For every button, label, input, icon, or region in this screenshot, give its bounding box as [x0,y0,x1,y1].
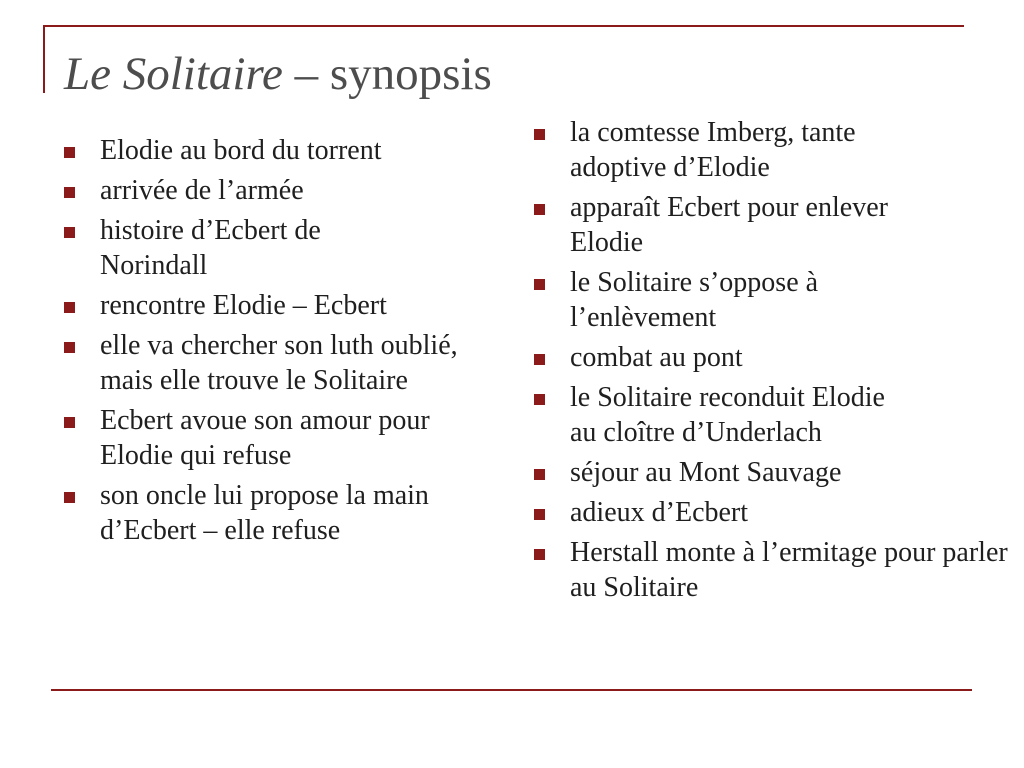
list-item-text: combat au pont [570,342,743,373]
square-bullet-icon [534,509,545,520]
slide-title-italic: Le Solitaire [64,48,283,100]
square-bullet-icon [534,129,545,140]
list-item [64,288,484,323]
slide-frame-top-rule [43,25,964,27]
list-item [64,173,484,208]
list-item-text: adieux d’Ecbert [570,497,749,528]
square-bullet-icon [534,549,545,560]
list-item [534,495,994,530]
list-item-text: le Solitaire s’oppose à l’enlèvement [570,267,819,333]
list-item-text: apparaît Ecbert pour enlever Elodie [570,192,888,258]
list-item-text: rencontre Elodie – Ecbert [100,290,387,321]
synopsis-left-column [64,133,484,553]
slide-frame-left-rule [43,25,45,93]
list-item [534,340,994,375]
list-item-text: séjour au Mont Sauvage [570,457,842,488]
list-item-text: Ecbert avoue son amour pour Elodie qui refuse [100,405,430,471]
square-bullet-icon [534,279,545,290]
square-bullet-icon [64,147,75,158]
list-item [534,455,994,490]
list-item [64,403,500,473]
slide-title-rest: – synopsis [282,48,492,100]
list-item-text: son oncle lui propose la main d’Ecbert – elle refuse [100,480,429,546]
square-bullet-icon [64,417,75,428]
slide-frame-bottom-rule [51,689,972,691]
square-bullet-icon [64,492,75,503]
list-item [64,133,484,168]
synopsis-right-column [534,115,1008,610]
list-item-text: le Solitaire reconduit Elodie au cloître d’Underlach [570,382,885,448]
list-item [64,213,400,283]
list-item [534,115,950,185]
list-item [64,478,530,548]
list-item [534,535,1010,605]
slide-title [64,46,492,102]
list-item-text: la comtesse Imberg, tante adoptive d’Elodie [570,117,856,183]
list-item-text: arrivée de l’armée [100,175,304,206]
square-bullet-icon [64,302,75,313]
list-item [534,265,910,335]
square-bullet-icon [534,394,545,405]
square-bullet-icon [534,204,545,215]
square-bullet-icon [534,469,545,480]
square-bullet-icon [64,187,75,198]
list-item [534,190,890,260]
list-item-text: histoire d’Ecbert de Norindall [100,215,321,281]
square-bullet-icon [534,354,545,365]
list-item-text: elle va chercher son luth oublié, mais elle trouve le Solitaire [100,330,458,396]
list-item-text: Elodie au bord du torrent [100,135,382,166]
list-item [534,380,890,450]
square-bullet-icon [64,342,75,353]
list-item [64,328,510,398]
list-item-text: Herstall monte à l’ermitage pour parler au Solitaire [570,537,1008,603]
square-bullet-icon [64,227,75,238]
